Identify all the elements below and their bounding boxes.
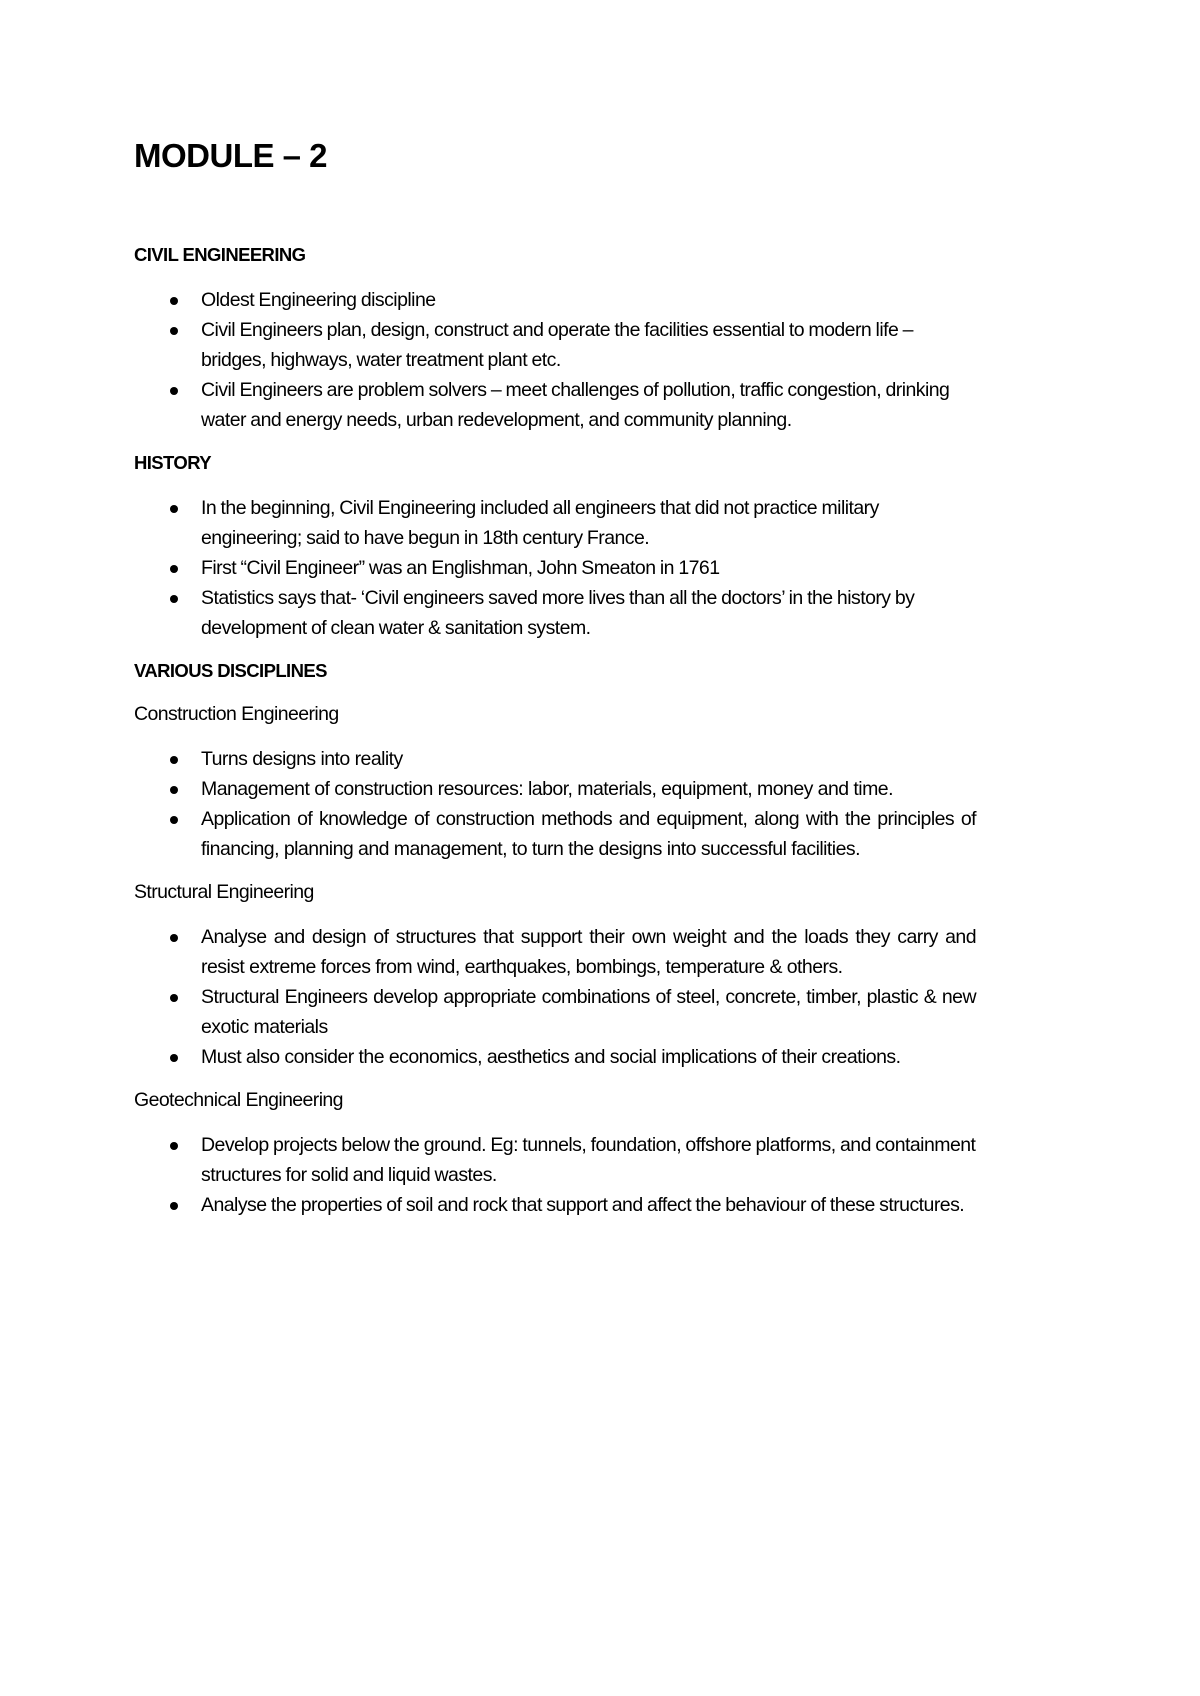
- list-item: [134, 774, 976, 804]
- list-item: [134, 285, 976, 315]
- list-item: [134, 982, 976, 1042]
- list-item: [134, 375, 976, 435]
- list-item: [134, 1042, 976, 1072]
- section-history: [134, 448, 976, 656]
- subsection-geotechnical-engineering: [134, 1085, 976, 1220]
- list-item: [134, 1130, 976, 1190]
- list-item: [134, 315, 976, 375]
- list-item: [134, 553, 976, 583]
- subsection-heading: Structural Engineering: [134, 881, 314, 903]
- list-item-text: Structural Engineers develop appropriate combinations of steel, concrete, timber, plastic & new exotic materials: [201, 986, 976, 1038]
- list-item: [134, 1190, 976, 1220]
- list-item-text: Management of construction resources: labor, materials, equipment, money and time.: [201, 778, 893, 800]
- list-item: [134, 583, 976, 643]
- bullet-list: [134, 493, 976, 643]
- subsection-structural-engineering: [134, 877, 976, 1085]
- list-item-text: Civil Engineers are problem solvers – meet challenges of pollution, traffic congestion, drinking water and energy needs, urban redevelopment, and community planning.: [201, 379, 950, 431]
- list-item-text: Turns designs into reality: [201, 748, 403, 770]
- section-heading: HISTORY: [134, 452, 212, 473]
- bullet-icon: [170, 327, 178, 335]
- bullet-icon: [170, 297, 178, 305]
- list-item-text: In the beginning, Civil Engineering included all engineers that did not practice military engineering; said to have begun in 18th century France.: [201, 497, 879, 549]
- bullet-icon: [170, 595, 178, 603]
- section-various-disciplines: [134, 656, 976, 1220]
- bullet-list: [134, 922, 976, 1072]
- bullet-icon: [170, 505, 178, 513]
- list-item-text: Develop projects below the ground. Eg: tunnels, foundation, offshore platforms, and containment structures for solid and liquid wastes.: [201, 1134, 976, 1186]
- list-item-text: Analyse and design of structures that support their own weight and the loads they carry and resist extreme forces from wind, earthquakes, bombings, temperature & others.: [201, 926, 976, 978]
- list-item-text: Analyse the properties of soil and rock that support and affect the behaviour of these structures.: [201, 1194, 965, 1216]
- document-body: [134, 240, 976, 1220]
- bullet-icon: [170, 1054, 178, 1062]
- section-heading: CIVIL ENGINEERING: [134, 244, 306, 265]
- page-title: MODULE – 2: [134, 137, 328, 174]
- subsection-heading: Geotechnical Engineering: [134, 1089, 343, 1111]
- list-item-text: Must also consider the economics, aesthetics and social implications of their creations.: [201, 1046, 901, 1068]
- list-item-text: Civil Engineers plan, design, construct and operate the facilities essential to modern life – bridges, highways, water treatment plant etc.: [201, 319, 913, 371]
- list-item: [134, 744, 976, 774]
- bullet-list: [134, 744, 976, 864]
- bullet-icon: [170, 1202, 178, 1210]
- subsection-heading: Construction Engineering: [134, 703, 339, 725]
- list-item-text: Oldest Engineering discipline: [201, 289, 436, 311]
- bullet-icon: [170, 816, 178, 824]
- bullet-list: [134, 285, 976, 435]
- list-item-text: First “Civil Engineer” was an Englishman, John Smeaton in 1761: [201, 557, 720, 579]
- list-item-text: Statistics says that- ‘Civil engineers saved more lives than all the doctors’ in the history by development of clean water & sanitation system.: [201, 587, 915, 639]
- bullet-icon: [170, 786, 178, 794]
- bullet-icon: [170, 756, 178, 764]
- list-item-text: Application of knowledge of construction methods and equipment, along with the principles of financing, planning and management, to turn the designs into successful facilities.: [201, 808, 976, 860]
- list-item: [134, 493, 976, 553]
- bullet-icon: [170, 1142, 178, 1150]
- subsection-construction-engineering: [134, 699, 976, 877]
- list-item: [134, 922, 976, 982]
- bullet-icon: [170, 565, 178, 573]
- list-item: [134, 804, 976, 864]
- section-heading: VARIOUS DISCIPLINES: [134, 660, 327, 681]
- bullet-list: [134, 1130, 976, 1220]
- section-civil-engineering: [134, 240, 976, 448]
- bullet-icon: [170, 387, 178, 395]
- bullet-icon: [170, 994, 178, 1002]
- bullet-icon: [170, 934, 178, 942]
